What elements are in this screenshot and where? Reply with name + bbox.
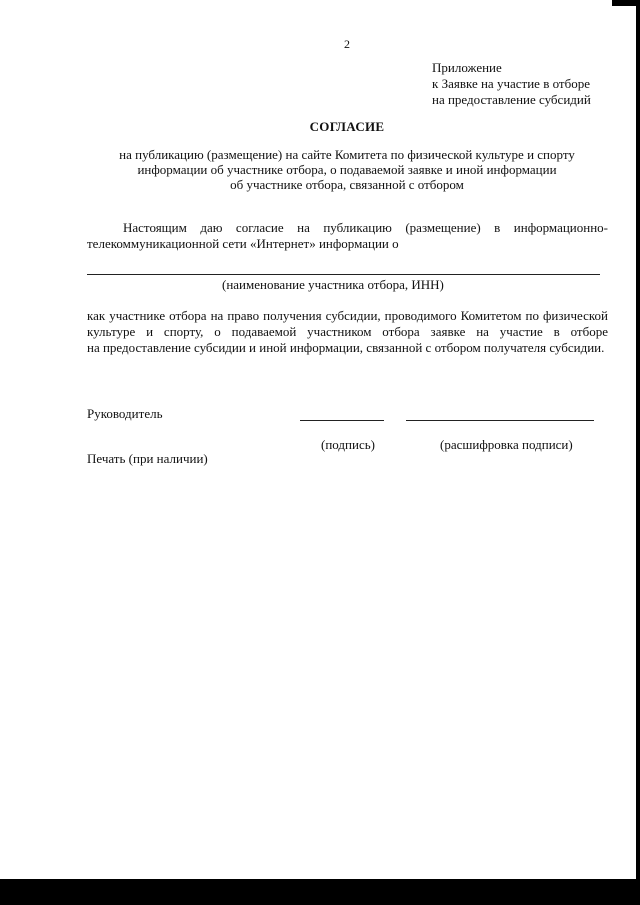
subtitle-line-1: на публикацию (размещение) на сайте Комитета по физической культуре и спорту <box>119 147 575 162</box>
participant-name-line <box>87 274 600 275</box>
subtitle-line-2: информации об участнике отбора, о подаваемой заявке и иной информации <box>137 162 557 177</box>
appendix-line-3: на предоставление субсидий <box>432 92 591 107</box>
appendix-line-2: к Заявке на участие в отборе <box>432 76 590 91</box>
decoding-line <box>406 420 594 421</box>
appendix-block <box>432 60 591 108</box>
document-subtitle <box>0 147 640 192</box>
intro-line-2: телекоммуникационной сети «Интернет» информации о <box>87 236 399 251</box>
page-number: 2 <box>344 37 350 51</box>
scan-edge-right <box>636 0 640 905</box>
subtitle-line-3: об участнике отбора, связанной с отбором <box>230 177 464 192</box>
intro-line-1: Настоящим даю согласие на публикацию (размещение) в информационно- <box>123 220 608 235</box>
scan-edge-bottom <box>0 879 640 905</box>
appendix-line-1: Приложение <box>432 60 502 75</box>
stamp-label: Печать (при наличии) <box>87 451 208 466</box>
signature-line <box>300 420 384 421</box>
body-line-3: на предоставление субсидии и иной информации, связанной с отбором получателя субсидии. <box>87 340 605 355</box>
signature-caption: (подпись) <box>321 437 375 452</box>
body-line-1: как участнике отбора на право получения субсидии, проводимого Комитетом по физической <box>87 308 608 323</box>
role-label: Руководитель <box>87 406 163 421</box>
participant-caption: (наименование участника отбора, ИНН) <box>222 277 444 292</box>
body-line-2: культуре и спорту, о подаваемой участником отбора заявке на участие в отборе <box>87 324 608 339</box>
decoding-caption: (расшифровка подписи) <box>440 437 573 452</box>
document-title: СОГЛАСИЕ <box>309 119 385 134</box>
